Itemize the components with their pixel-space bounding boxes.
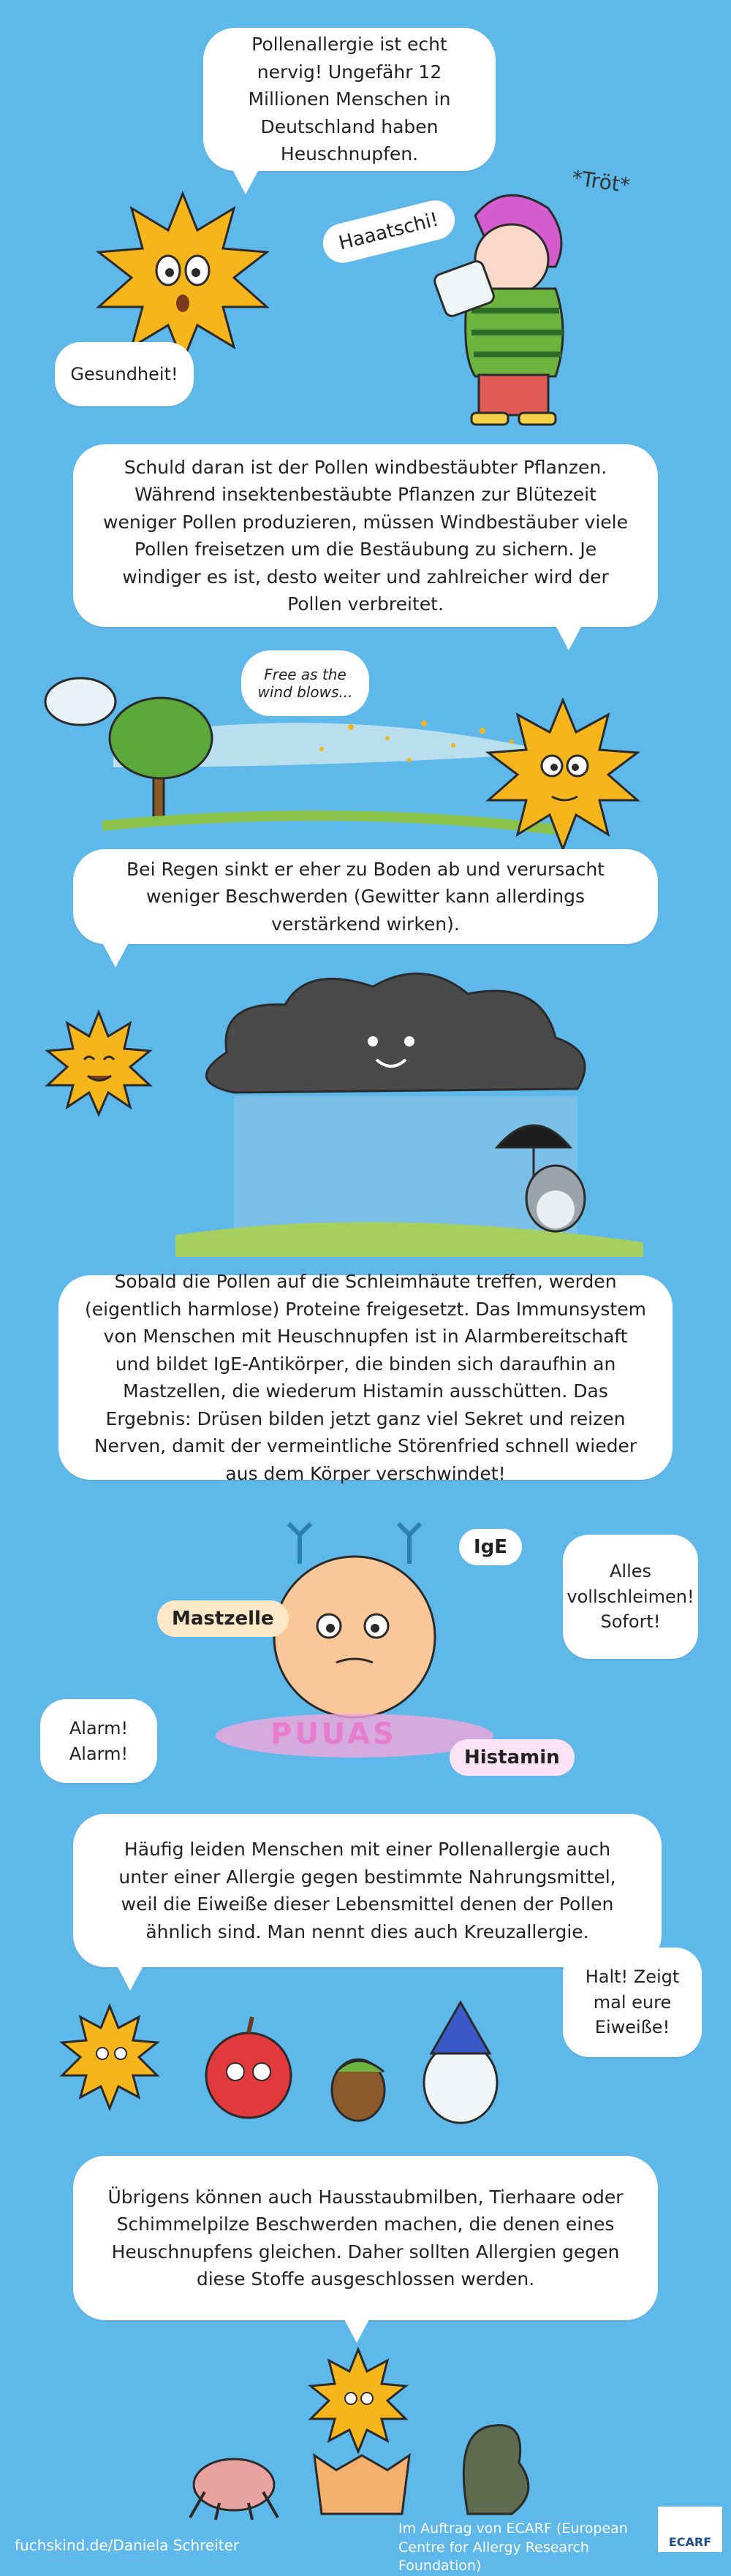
rain-text: Bei Regen sinkt er eher zu Boden ab und verursacht weniger Beschwerden (Gewitter kann allerdings verstärkend wirken). — [126, 858, 605, 935]
allergen-characters-scene — [175, 2346, 556, 2521]
speech-bubble-immune-response — [58, 1271, 673, 1484]
intro-text: Pollenallergie ist echt nervig! Ungefähr 12 Millionen Menschen in Deutschland haben Heuschnupfen. — [248, 34, 451, 165]
label-mastzelle: Mastzelle — [157, 1600, 289, 1637]
free-line-2: wind blows... — [257, 683, 353, 701]
sneezing-person — [409, 186, 599, 428]
happy-pollen-small — [44, 1008, 154, 1118]
ecarf-logo: ECARF — [658, 2507, 722, 2552]
food-characters-scene — [44, 1995, 556, 2141]
speech-bubble-cross-allergy — [73, 1814, 662, 1967]
puuas-sound: PUUAS — [270, 1717, 397, 1751]
free-as-wind-bubble — [241, 650, 369, 716]
wind-pollination-text: Schuld daran ist der Pollen windbestäubter Pflanzen. Während insektenbestäubte Pflanzen zur Blütezeit weniger Pollen produzieren, müssen Windbestäuber viele Pollen freisetzen um die Bestäubung zu sichern. Je windiger es ist, desto weiter und zahlreicher wird der Pollen verbreitet. — [103, 456, 628, 615]
immune-response-text: Sobald die Pollen auf die Schleimhäute treffen, werden (eigentlich harmlose) Proteine freigesetzt. Das Immunsystem von Menschen mit Heuschnupfen ist in Alarmbereitschaft und bildet IgE-Antikörper, die binden sich daraufhin an Mastzellen, die wiederum Histamin ausschütten. Das Ergebnis: Drüsen bilden jetzt ganz viel Sekret und reizen Nerven, damit der vermeintliche Störenfried schnell wieder aus dem Körper verschwindet! — [85, 1271, 646, 1484]
halt-text: Halt! Zeigt mal eure Eiweiße! — [585, 1966, 680, 2038]
label-ige: IgE — [459, 1529, 522, 1565]
speech-bubble-intro — [203, 28, 496, 171]
speech-bubble-gesundheit — [55, 342, 194, 406]
speech-bubble-other-allergens — [73, 2156, 658, 2320]
gesundheit-text: Gesundheit! — [70, 363, 178, 384]
other-allergens-text: Übrigens können auch Hausstaubmilben, Tierhaare oder Schimmelpilze Beschwerden machen, die denen eines Heuschnupfens gleichen. Daher sollten Allergien gegen diese Stoffe ausgeschlossen werden. — [107, 2186, 624, 2290]
footer-credit-right: Im Auftrag von ECARF (European Centre for Allergy Research Foundation) — [398, 2520, 628, 2575]
speech-bubble-wind-pollination — [73, 444, 658, 627]
pollen-character-pointing — [482, 694, 643, 855]
speech-bubble-alarm — [40, 1699, 157, 1783]
speech-bubble-alles-vollschleimen — [563, 1535, 698, 1659]
sneeze-text: Haaatschi! — [336, 208, 442, 255]
free-line-1: Free as the — [264, 666, 346, 683]
speech-bubble-rain — [73, 849, 658, 944]
bubble-tail — [117, 1966, 143, 1991]
troet-sound: *Tröt* — [570, 165, 632, 198]
alarm-text: Alarm! Alarm! — [69, 1717, 129, 1764]
footer-credit-left: fuchskind.de/Daniela Schreiter — [15, 2537, 240, 2554]
cross-allergy-text: Häufig leiden Menschen mit einer Pollenallergie auch unter einer Allergie gegen bestimmte Nahrungsmittel, weil die Eiweiße dieser Lebensmittel denen der Pollen ähnlich sind. Man nennt dies auch Kreuzallergie. — [118, 1839, 616, 1942]
bubble-tail — [102, 943, 129, 968]
rain-cloud-scene — [161, 965, 658, 1257]
bubble-tail — [344, 2318, 370, 2343]
speech-bubble-halt — [563, 1948, 702, 2057]
label-histamin: Histamin — [450, 1739, 575, 1776]
alles-text: Alles vollschleimen! Sofort! — [567, 1560, 694, 1633]
bubble-tail — [556, 626, 582, 650]
